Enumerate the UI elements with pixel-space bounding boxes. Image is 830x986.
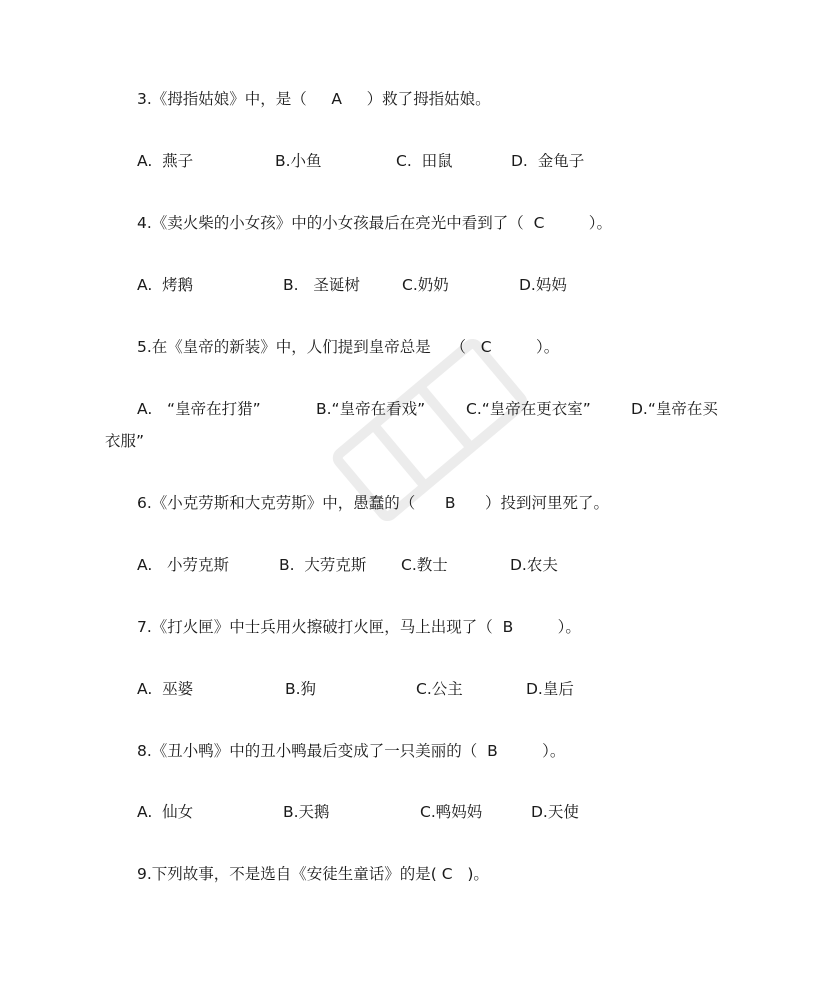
option-a: A. 烤鹅 xyxy=(137,276,194,294)
option-c: C.公主 xyxy=(416,680,463,698)
option-a: A. 巫婆 xyxy=(137,680,194,698)
option-d: D. 金龟子 xyxy=(511,152,585,170)
question-3: 3.《拇指姑娘》中，是（ A ）救了拇指姑娘。 xyxy=(137,90,491,108)
option-d-continuation: 衣服” xyxy=(105,432,145,450)
option-c: C.“皇帝在更衣室” xyxy=(466,400,591,418)
option-d: D.“皇帝在买 xyxy=(631,400,718,418)
option-b: B.小鱼 xyxy=(275,152,322,170)
option-b: B.狗 xyxy=(285,680,317,698)
option-d: D.农夫 xyxy=(510,556,558,574)
option-b: B.“皇帝在看戏” xyxy=(316,400,426,418)
option-b: B. 大劳克斯 xyxy=(279,556,367,574)
question-7: 7.《打火匣》中士兵用火擦破打火匣，马上出现了（ B ）。 xyxy=(137,618,581,636)
option-d: D.皇后 xyxy=(526,680,574,698)
option-c: C.奶奶 xyxy=(402,276,449,294)
option-a: A. 燕子 xyxy=(137,152,194,170)
option-b: B. 圣诞树 xyxy=(283,276,360,294)
option-a: A. 小劳克斯 xyxy=(137,556,230,574)
option-c: C.教士 xyxy=(401,556,448,574)
option-a: A. 仙女 xyxy=(137,803,194,821)
option-d: D.妈妈 xyxy=(519,276,567,294)
question-9: 9.下列故事，不是选自《安徒生童话》的是( C )。 xyxy=(137,865,489,883)
question-5: 5.在《皇帝的新装》中，人们提到皇帝总是 （ C ）。 xyxy=(137,338,560,356)
question-6: 6.《小克劳斯和大克劳斯》中，愚蠢的（ B ）投到河里死了。 xyxy=(137,494,610,512)
question-4: 4.《卖火柴的小女孩》中的小女孩最后在亮光中看到了（ C ）。 xyxy=(137,214,613,232)
option-d: D.天使 xyxy=(531,803,579,821)
question-8: 8.《丑小鸭》中的丑小鸭最后变成了一只美丽的（ B ）。 xyxy=(137,742,566,760)
option-a: A. “皇帝在打猎” xyxy=(137,400,261,418)
option-b: B.天鹅 xyxy=(283,803,330,821)
option-c: C. 田鼠 xyxy=(396,152,453,170)
option-c: C.鸭妈妈 xyxy=(420,803,483,821)
